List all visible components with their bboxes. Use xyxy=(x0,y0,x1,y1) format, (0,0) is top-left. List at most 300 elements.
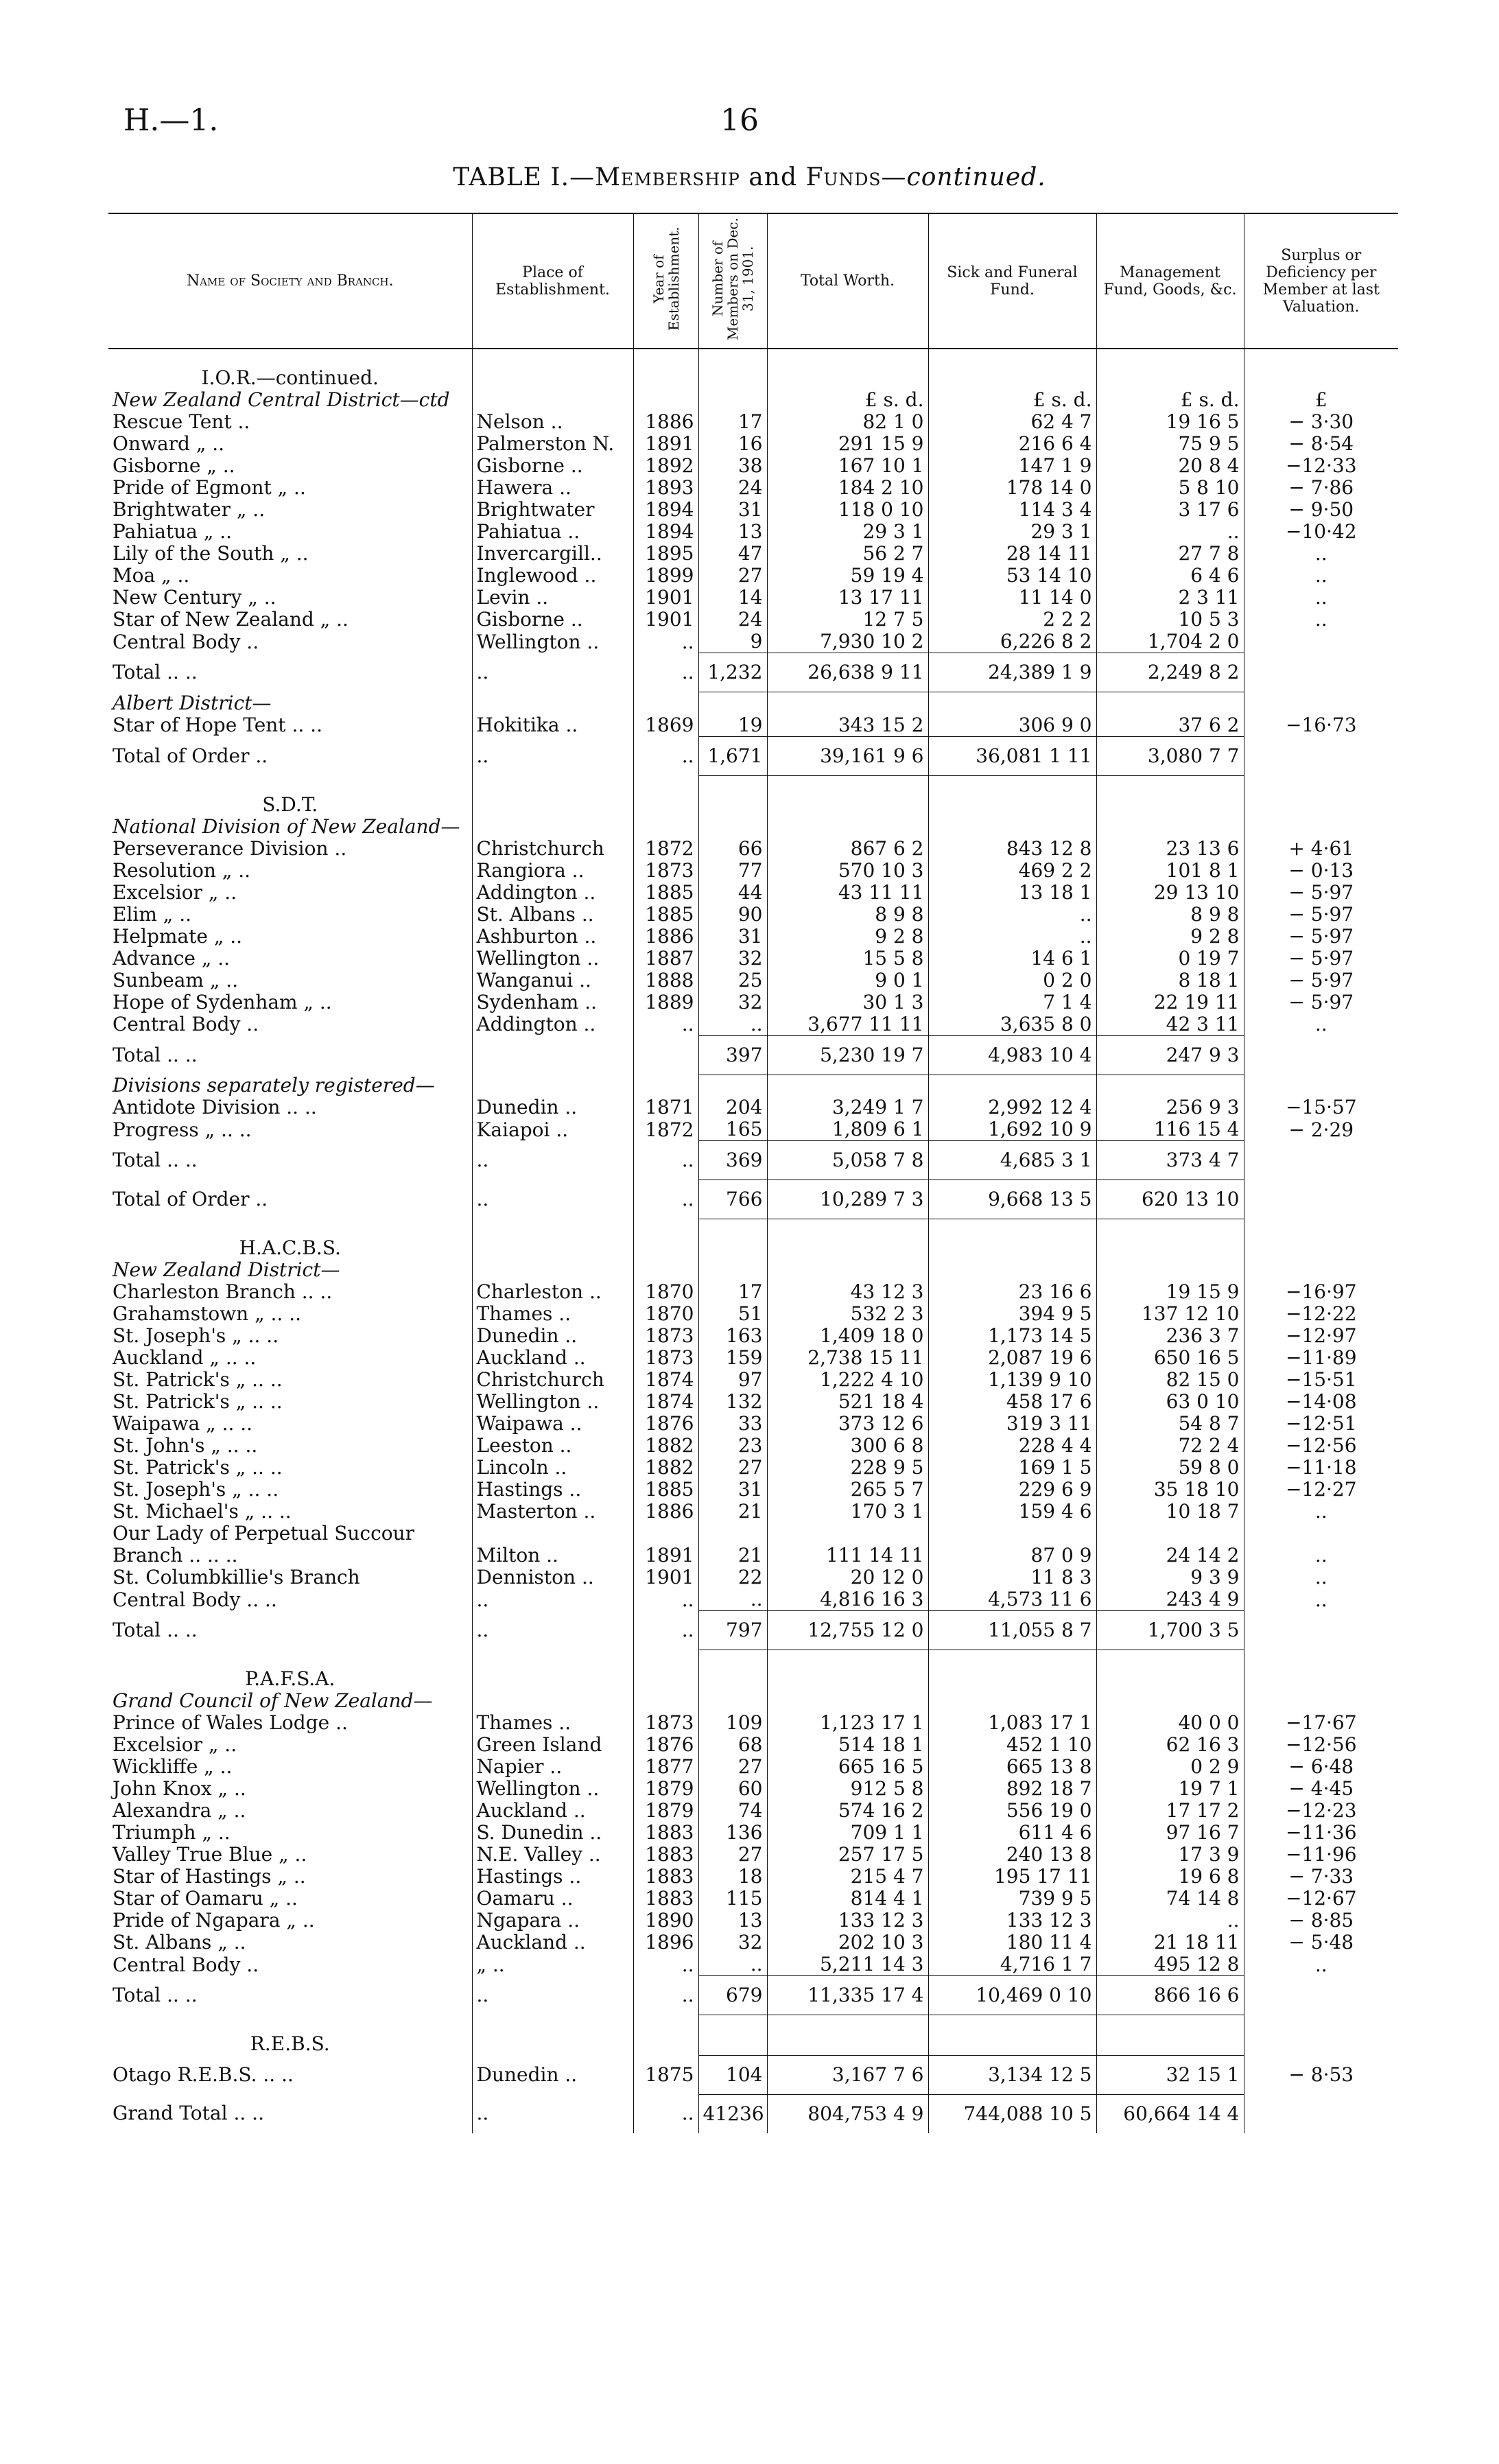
cell-place: Charleston .. xyxy=(472,1281,633,1303)
cell-surplus: −12·56 xyxy=(1244,1734,1398,1756)
cell-sick-fund: 7 1 4 xyxy=(928,992,1096,1013)
cell-year: .. xyxy=(633,1976,698,2015)
cell-name: St. Patrick's „ .. .. xyxy=(113,1390,283,1413)
cell-total-worth: 1,409 18 0 xyxy=(767,1325,928,1347)
cell-name: Valley True Blue „ .. xyxy=(113,1843,307,1866)
cell-members: 397 xyxy=(698,1035,767,1075)
cell-surplus xyxy=(1244,816,1398,838)
cell-name: R.E.B.S. xyxy=(250,2032,330,2055)
cell-sick-fund: 2,992 12 4 xyxy=(928,1096,1096,1118)
cell-surplus xyxy=(1244,1523,1398,1545)
cell-name: Albert District— xyxy=(113,691,272,714)
cell-sick-fund: 1,692 10 9 xyxy=(928,1118,1096,1141)
cell-place: Lincoln .. xyxy=(472,1457,633,1479)
cell-total-worth xyxy=(767,1237,928,1259)
cell-year: 1901 xyxy=(633,587,698,609)
section-heading xyxy=(108,1075,1398,1096)
cell-management-fund: 19 7 1 xyxy=(1096,1778,1244,1800)
cell-management-fund: 3 17 6 xyxy=(1096,499,1244,521)
cell-year: 1873 xyxy=(633,1325,698,1347)
cell-management-fund: 101 8 1 xyxy=(1096,860,1244,882)
cell-total-worth: 1,123 17 1 xyxy=(767,1712,928,1734)
cell-members: 9 xyxy=(698,631,767,653)
title-continued: —continued. xyxy=(881,163,1046,191)
cell-year: .. xyxy=(633,653,698,692)
cell-total-worth: 912 5 8 xyxy=(767,1778,928,1800)
cell-year: 1889 xyxy=(633,992,698,1013)
spacer-cell xyxy=(1244,775,1398,794)
cell-members: 90 xyxy=(698,904,767,926)
cell-place xyxy=(472,1237,633,1259)
table-row xyxy=(108,1734,1398,1756)
cell-place: St. Albans .. xyxy=(472,904,633,926)
cell-year xyxy=(633,1259,698,1281)
spacer-cell xyxy=(633,775,698,794)
cell-management-fund: 19 15 9 xyxy=(1096,1281,1244,1303)
cell-year: 1882 xyxy=(633,1435,698,1457)
cell-management-fund: 42 3 11 xyxy=(1096,1013,1244,1036)
spacer-cell xyxy=(928,1650,1096,1669)
cell-year: 1886 xyxy=(633,1501,698,1523)
title-and: and xyxy=(740,163,806,191)
section-heading xyxy=(108,2033,1398,2055)
cell-surplus xyxy=(1244,367,1398,389)
table-row xyxy=(108,631,1398,653)
spacer-cell xyxy=(767,1219,928,1238)
cell-surplus: − 4·45 xyxy=(1244,1778,1398,1800)
cell-sick-fund: 4,685 3 1 xyxy=(928,1141,1096,1180)
cell-sick-fund: 665 13 8 xyxy=(928,1756,1096,1778)
cell-surplus: − 6·48 xyxy=(1244,1756,1398,1778)
spacer-cell xyxy=(1244,1219,1398,1238)
section-heading xyxy=(108,1259,1398,1281)
cell-total-worth: 521 18 4 xyxy=(767,1391,928,1413)
cell-sick-fund: 53 14 10 xyxy=(928,565,1096,587)
cell-year: 1891 xyxy=(633,1545,698,1567)
cell-total-worth: 13 17 11 xyxy=(767,587,928,609)
table-row xyxy=(108,838,1398,860)
cell-sick-fund: 114 3 4 xyxy=(928,499,1096,521)
cell-total-worth: 12 7 5 xyxy=(767,609,928,631)
title-prefix: TABLE I.— xyxy=(453,163,595,191)
cell-management-fund: 19 6 8 xyxy=(1096,1866,1244,1888)
cell-name: New Century „ .. xyxy=(113,586,276,609)
cell-name: National Division of New Zealand— xyxy=(113,814,460,838)
header-total-worth: Total Worth. xyxy=(767,213,928,349)
cell-year: 1899 xyxy=(633,565,698,587)
cell-sick-fund: 29 3 1 xyxy=(928,521,1096,543)
cell-year: 1901 xyxy=(633,609,698,631)
cell-surplus: − 5·97 xyxy=(1244,948,1398,970)
cell-name: Total .. .. xyxy=(113,661,198,683)
cell-name: Rescue Tent .. xyxy=(113,410,250,433)
cell-management-fund: 620 13 10 xyxy=(1096,1180,1244,1219)
cell-surplus xyxy=(1244,736,1398,775)
cell-management-fund: 24 14 2 xyxy=(1096,1545,1244,1567)
cell-surplus: −12·33 xyxy=(1244,455,1398,477)
cell-total-worth: 3,677 11 11 xyxy=(767,1013,928,1036)
cell-sick-fund: .. xyxy=(928,904,1096,926)
table-row xyxy=(108,1588,1398,1611)
cell-name: Excelsior „ .. xyxy=(113,880,237,904)
cell-sick-fund: 0 2 0 xyxy=(928,970,1096,992)
cell-sick-fund: 1,139 9 10 xyxy=(928,1369,1096,1391)
total-row xyxy=(108,1180,1398,1219)
cell-sick-fund: 28 14 11 xyxy=(928,543,1096,565)
spacer-cell xyxy=(108,2015,472,2034)
table-row xyxy=(108,1523,1398,1545)
cell-members: 165 xyxy=(698,1118,767,1141)
cell-surplus: −12·56 xyxy=(1244,1435,1398,1457)
cell-name: Otago R.E.B.S. .. .. xyxy=(113,2063,294,2086)
cell-surplus: − 5·97 xyxy=(1244,926,1398,948)
cell-surplus: −12·67 xyxy=(1244,1888,1398,1910)
cell-place: Auckland .. xyxy=(472,1800,633,1822)
cell-sick-fund: 4,716 1 7 xyxy=(928,1953,1096,1976)
cell-name: Star of New Zealand „ .. xyxy=(113,608,349,631)
table-row xyxy=(108,565,1398,587)
cell-members: .. xyxy=(698,1588,767,1611)
table-row xyxy=(108,1347,1398,1369)
cell-total-worth: 300 6 8 xyxy=(767,1435,928,1457)
cell-sick-fund: 9,668 13 5 xyxy=(928,1180,1096,1219)
cell-surplus: .. xyxy=(1244,1953,1398,1976)
cell-total-worth: 7,930 10 2 xyxy=(767,631,928,653)
header-members xyxy=(698,213,767,349)
cell-surplus: −12·22 xyxy=(1244,1303,1398,1325)
cell-members: 77 xyxy=(698,860,767,882)
cell-name: Resolution „ .. xyxy=(113,858,251,882)
cell-members: 31 xyxy=(698,926,767,948)
cell-place: Auckland .. xyxy=(472,1932,633,1953)
cell-year xyxy=(633,389,698,411)
cell-management-fund xyxy=(1096,816,1244,838)
cell-sick-fund: 240 13 8 xyxy=(928,1844,1096,1866)
cell-sick-fund: 11 14 0 xyxy=(928,587,1096,609)
cell-place: Wellington .. xyxy=(472,631,633,653)
cell-name: Total of Order .. xyxy=(113,744,268,767)
cell-name: New Zealand District— xyxy=(113,1258,340,1281)
spacer-row xyxy=(108,2015,1398,2034)
cell-name: Elim „ .. xyxy=(113,902,192,926)
cell-sick-fund: 195 17 11 xyxy=(928,1866,1096,1888)
cell-surplus: − 3·30 xyxy=(1244,411,1398,433)
cell-sick-fund xyxy=(928,816,1096,838)
cell-members: 1,232 xyxy=(698,653,767,692)
cell-management-fund: 27 7 8 xyxy=(1096,543,1244,565)
cell-place: Leeston .. xyxy=(472,1435,633,1457)
spacer-cell xyxy=(698,1219,767,1238)
spacer-cell xyxy=(472,2015,633,2034)
cell-name: Gisborne „ .. xyxy=(113,454,235,477)
cell-members: 17 xyxy=(698,1281,767,1303)
cell-total-worth: 43 12 3 xyxy=(767,1281,928,1303)
cell-surplus: − 5·48 xyxy=(1244,1932,1398,1953)
cell-surplus: −16·97 xyxy=(1244,1281,1398,1303)
cell-surplus xyxy=(1244,2033,1398,2055)
cell-name: Hope of Sydenham „ .. xyxy=(113,990,332,1013)
cell-year: 1890 xyxy=(633,1910,698,1932)
cell-year: 1873 xyxy=(633,1712,698,1734)
cell-surplus: −10·42 xyxy=(1244,521,1398,543)
cell-management-fund xyxy=(1096,1237,1244,1259)
cell-name: Perseverance Division .. xyxy=(113,836,347,860)
spacer-cell xyxy=(1244,349,1398,367)
cell-management-fund: 82 15 0 xyxy=(1096,1369,1244,1391)
cell-sick-fund: 147 1 9 xyxy=(928,455,1096,477)
cell-name: Charleston Branch .. .. xyxy=(113,1280,333,1303)
cell-year: 1872 xyxy=(633,1118,698,1141)
cell-members: 51 xyxy=(698,1303,767,1325)
table-row xyxy=(108,1567,1398,1588)
cell-surplus xyxy=(1244,1035,1398,1075)
cell-place xyxy=(472,1523,633,1545)
cell-place: Christchurch xyxy=(472,838,633,860)
table-title xyxy=(0,163,1499,191)
cell-management-fund: 2,249 8 2 xyxy=(1096,653,1244,692)
cell-year: 1885 xyxy=(633,904,698,926)
cell-management-fund: 373 4 7 xyxy=(1096,1141,1244,1180)
cell-place: Auckland .. xyxy=(472,1347,633,1369)
table-row xyxy=(108,2055,1398,2094)
cell-year: .. xyxy=(633,1953,698,1976)
cell-surplus: −12·23 xyxy=(1244,1800,1398,1822)
cell-surplus: −11·18 xyxy=(1244,1457,1398,1479)
cell-management-fund: 256 9 3 xyxy=(1096,1096,1244,1118)
cell-place: Rangiora .. xyxy=(472,860,633,882)
table-row xyxy=(108,1778,1398,1800)
cell-name: P.A.F.S.A. xyxy=(245,1667,335,1690)
cell-year: 1871 xyxy=(633,1096,698,1118)
cell-place: Brightwater xyxy=(472,499,633,521)
cell-total-worth xyxy=(767,2033,928,2055)
cell-members: 47 xyxy=(698,543,767,565)
section-heading xyxy=(108,1237,1398,1259)
header-name: Name of Society and Branch. xyxy=(108,213,472,349)
cell-year: 1879 xyxy=(633,1800,698,1822)
cell-total-worth: 111 14 11 xyxy=(767,1545,928,1567)
cell-members: 25 xyxy=(698,970,767,992)
cell-surplus xyxy=(1244,1259,1398,1281)
cell-management-fund: 10 18 7 xyxy=(1096,1501,1244,1523)
cell-year xyxy=(633,1668,698,1690)
cell-year: .. xyxy=(633,2094,698,2133)
cell-total-worth: 184 2 10 xyxy=(767,477,928,499)
cell-name: Antidote Division .. .. xyxy=(113,1096,317,1118)
page-identifier: H.—1. xyxy=(123,103,219,138)
cell-place: Invercargill.. xyxy=(472,543,633,565)
cell-members: 68 xyxy=(698,1734,767,1756)
cell-members: 32 xyxy=(698,1932,767,1953)
cell-surplus xyxy=(1244,794,1398,816)
cell-name: Onward „ .. xyxy=(113,432,225,455)
cell-members: 13 xyxy=(698,521,767,543)
cell-place: Hastings .. xyxy=(472,1866,633,1888)
table-row xyxy=(108,1369,1398,1391)
cell-total-worth: 167 10 1 xyxy=(767,455,928,477)
cell-total-worth xyxy=(767,816,928,838)
cell-members: 22 xyxy=(698,1567,767,1588)
spacer-cell xyxy=(633,1219,698,1238)
cell-members: 31 xyxy=(698,499,767,521)
cell-total-worth: 709 1 1 xyxy=(767,1822,928,1844)
cell-year: 1875 xyxy=(633,2055,698,2094)
spacer-row xyxy=(108,1219,1398,1238)
cell-surplus: − 9·50 xyxy=(1244,499,1398,521)
cell-year: 1891 xyxy=(633,433,698,455)
cell-name: Waipawa „ .. .. xyxy=(113,1412,253,1435)
cell-members xyxy=(698,1259,767,1281)
cell-members: 31 xyxy=(698,1479,767,1501)
cell-name: Pride of Egmont „ .. xyxy=(113,476,306,499)
cell-members: 204 xyxy=(698,1096,767,1118)
cell-management-fund: 29 13 10 xyxy=(1096,882,1244,904)
cell-management-fund: .. xyxy=(1096,521,1244,543)
table-row xyxy=(108,948,1398,970)
cell-year xyxy=(633,692,698,714)
cell-members: 369 xyxy=(698,1141,767,1180)
cell-name: Grand Total .. .. xyxy=(113,2102,264,2125)
cell-total-worth: 11,335 17 4 xyxy=(767,1976,928,2015)
cell-members: 38 xyxy=(698,455,767,477)
cell-members: 74 xyxy=(698,1800,767,1822)
cell-year xyxy=(633,1035,698,1075)
table-row xyxy=(108,455,1398,477)
cell-place xyxy=(472,794,633,816)
cell-sick-fund xyxy=(928,1690,1096,1712)
cell-place: .. xyxy=(472,1141,633,1180)
cell-place: Green Island xyxy=(472,1734,633,1756)
cell-name: Grahamstown „ .. .. xyxy=(113,1302,302,1325)
cell-surplus xyxy=(1244,1690,1398,1712)
cell-year: 1883 xyxy=(633,1866,698,1888)
cell-management-fund: 32 15 1 xyxy=(1096,2055,1244,2094)
cell-total-worth: 215 4 7 xyxy=(767,1866,928,1888)
cell-sick-fund: 469 2 2 xyxy=(928,860,1096,882)
cell-management-fund: 9 2 8 xyxy=(1096,926,1244,948)
cell-year: 1876 xyxy=(633,1413,698,1435)
cell-sick-fund xyxy=(928,1237,1096,1259)
cell-management-fund: £ s. d. xyxy=(1096,389,1244,411)
cell-members xyxy=(698,1237,767,1259)
cell-surplus: − 7·86 xyxy=(1244,477,1398,499)
cell-surplus: £ xyxy=(1244,389,1398,411)
cell-management-fund xyxy=(1096,1523,1244,1545)
cell-sick-fund xyxy=(928,1523,1096,1545)
cell-sick-fund: 319 3 11 xyxy=(928,1413,1096,1435)
section-heading xyxy=(108,1668,1398,1690)
table-row xyxy=(108,1501,1398,1523)
spacer-row xyxy=(108,1650,1398,1669)
cell-members: 33 xyxy=(698,1413,767,1435)
cell-management-fund xyxy=(1096,1075,1244,1096)
spacer-cell xyxy=(108,349,472,367)
cell-surplus: .. xyxy=(1244,1567,1398,1588)
header-year xyxy=(633,213,698,349)
cell-management-fund: 40 0 0 xyxy=(1096,1712,1244,1734)
cell-total-worth: 29 3 1 xyxy=(767,521,928,543)
cell-sick-fund: 87 0 9 xyxy=(928,1545,1096,1567)
cell-place: Inglewood .. xyxy=(472,565,633,587)
cell-place xyxy=(472,1075,633,1096)
cell-members xyxy=(698,1690,767,1712)
cell-surplus: −15·57 xyxy=(1244,1096,1398,1118)
cell-place xyxy=(472,816,633,838)
table-row xyxy=(108,1013,1398,1036)
cell-name: St. Joseph's „ .. .. xyxy=(113,1324,279,1347)
cell-management-fund xyxy=(1096,2033,1244,2055)
table-row xyxy=(108,1822,1398,1844)
cell-sick-fund: 1,083 17 1 xyxy=(928,1712,1096,1734)
table-row xyxy=(108,1932,1398,1953)
spacer-cell xyxy=(928,1219,1096,1238)
cell-place xyxy=(472,2033,633,2055)
cell-management-fund xyxy=(1096,794,1244,816)
cell-total-worth xyxy=(767,1523,928,1545)
cell-name: Excelsior „ .. xyxy=(113,1733,237,1756)
cell-members: .. xyxy=(698,1953,767,1976)
cell-surplus: − 2·29 xyxy=(1244,1118,1398,1141)
spacer-row xyxy=(108,349,1398,367)
cell-members xyxy=(698,692,767,714)
cell-surplus xyxy=(1244,1668,1398,1690)
cell-members xyxy=(698,2033,767,2055)
cell-members: 60 xyxy=(698,1778,767,1800)
cell-surplus: − 5·97 xyxy=(1244,992,1398,1013)
table-row xyxy=(108,477,1398,499)
table-row xyxy=(108,992,1398,1013)
table-row xyxy=(108,1866,1398,1888)
cell-place xyxy=(472,1668,633,1690)
cell-name: Branch .. .. .. xyxy=(113,1544,238,1567)
cell-surplus: − 8·53 xyxy=(1244,2055,1398,2094)
header-sick-funeral: Sick and Funeral Fund. xyxy=(928,213,1096,349)
cell-name: St. Patrick's „ .. .. xyxy=(113,1456,283,1479)
cell-place: Denniston .. xyxy=(472,1567,633,1588)
cell-total-worth: 257 17 5 xyxy=(767,1844,928,1866)
cell-name: Central Body .. .. xyxy=(113,1588,277,1611)
cell-year: 1883 xyxy=(633,1822,698,1844)
cell-sick-fund: 10,469 0 10 xyxy=(928,1976,1096,2015)
cell-year: 1887 xyxy=(633,948,698,970)
cell-members: 19 xyxy=(698,714,767,737)
spacer-cell xyxy=(1244,1650,1398,1669)
table-row xyxy=(108,1413,1398,1435)
cell-management-fund: 0 2 9 xyxy=(1096,1756,1244,1778)
cell-total-worth: 373 12 6 xyxy=(767,1413,928,1435)
cell-management-fund: .. xyxy=(1096,1910,1244,1932)
cell-total-worth xyxy=(767,1075,928,1096)
cell-management-fund xyxy=(1096,1690,1244,1712)
cell-year: 1892 xyxy=(633,455,698,477)
cell-surplus: − 8·54 xyxy=(1244,433,1398,455)
cell-place: Wanganui .. xyxy=(472,970,633,992)
cell-name: Divisions separately registered— xyxy=(113,1074,435,1096)
spacer-cell xyxy=(698,775,767,794)
cell-surplus: − 7·33 xyxy=(1244,1866,1398,1888)
cell-name: Our Lady of Perpetual Succour xyxy=(113,1522,415,1545)
spacer-cell xyxy=(1096,1650,1244,1669)
cell-name: Prince of Wales Lodge .. xyxy=(113,1711,348,1734)
cell-members: 679 xyxy=(698,1976,767,2015)
cell-members: 23 xyxy=(698,1435,767,1457)
cell-total-worth: 8 9 8 xyxy=(767,904,928,926)
cell-total-worth: £ s. d. xyxy=(767,389,928,411)
cell-total-worth: 3,249 1 7 xyxy=(767,1096,928,1118)
cell-surplus xyxy=(1244,2094,1398,2133)
cell-name: Star of Oamaru „ .. xyxy=(113,1887,298,1910)
cell-place: Masterton .. xyxy=(472,1501,633,1523)
